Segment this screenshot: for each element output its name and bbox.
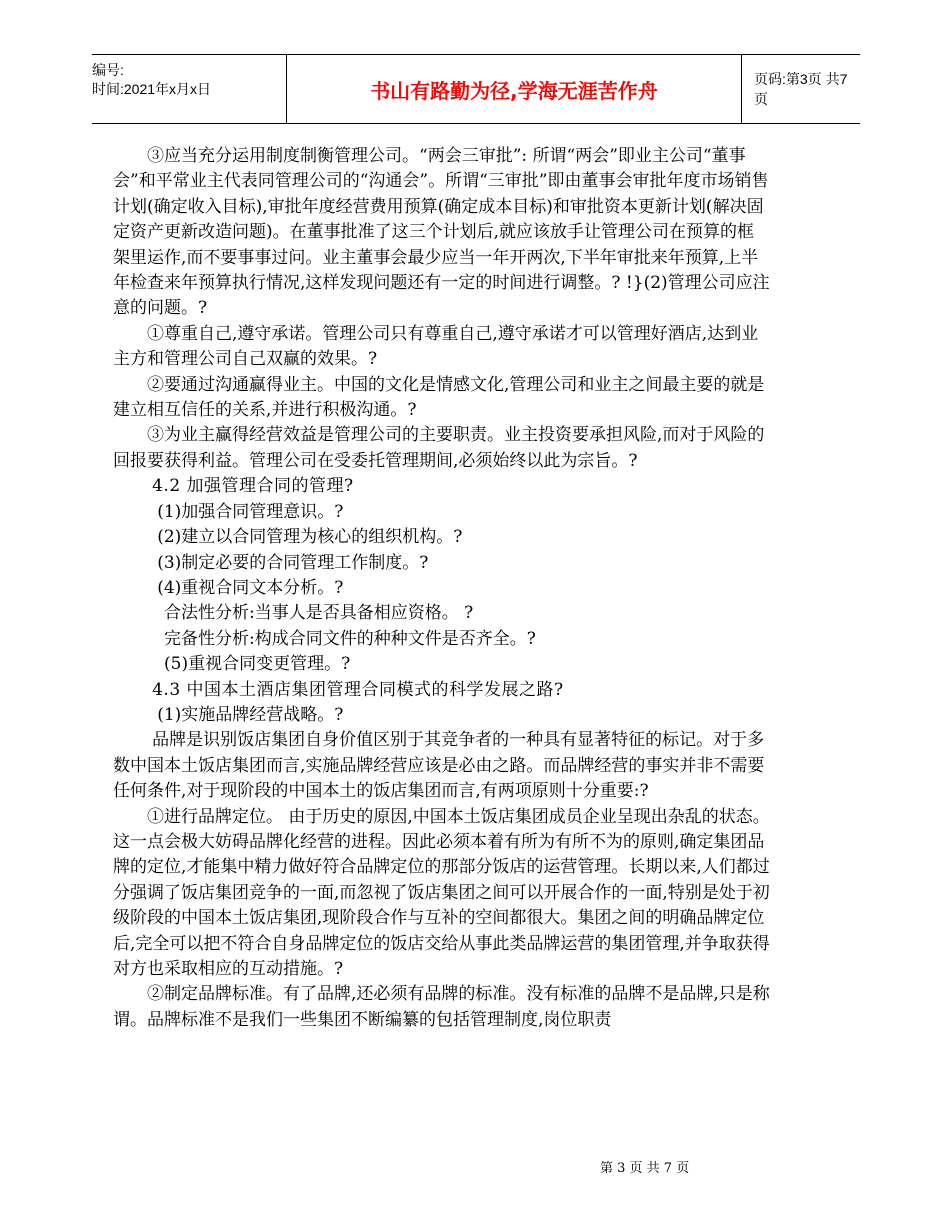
- document-number-label: 编号:: [92, 62, 124, 78]
- section-heading: 4.3 中国本土酒店集团管理合同模式的科学发展之路?: [152, 679, 564, 700]
- list-item: (1)加强合同管理意识。?: [157, 501, 344, 522]
- list-item: (2)建立以合同管理为核心的组织机构。?: [157, 527, 463, 548]
- section-heading: 4.2 加强管理合同的管理?: [152, 476, 354, 497]
- list-item: (4)重视合同文本分析。?: [157, 577, 344, 598]
- list-item: (1)实施品牌经营战略。?: [157, 704, 344, 725]
- footer-page-number: 第 3 页 共 7 页: [600, 1161, 690, 1176]
- header-page-number: 页码:第3页 共7页: [754, 71, 848, 107]
- document-time-label: 时间:2021年x月x日: [92, 81, 212, 97]
- paragraph: ②要通过沟通赢得业主。中国的文化是情感文化,管理公司和业主之间最主要的就是建立相互信任的关系,并进行积极沟通。?: [113, 374, 765, 421]
- page-header: [92, 54, 860, 124]
- paragraph: 品牌是识别饭店集团自身价值区别于其竞争者的一种具有显著特征的标记。对于多数中国本土饭店集团而言,实施品牌经营应该是必由之路。而品牌经营的事实并非不需要任何条件,对于现阶段的中国本土的饭店集团而言,有两项原则十分重要:?: [113, 730, 765, 802]
- list-item: (5)重视合同变更管理。?: [164, 654, 351, 675]
- document-body: [113, 144, 770, 1033]
- paragraph: ①进行品牌定位。 由于历史的原因,中国本土饭店集团成员企业呈现出杂乱的状态。这一点会极大妨碍品牌化经营的进程。因此必须本着有所为有所不为的原则,确定集团品牌的定位,才能集中精力做好符合品牌定位的那部分饭店的运营管理。长期以来,人们都过分强调了饭店集团竞争的一面,而忽视了饭店集团之间可以开展合作的一面,特别是处于初级阶段的中国本土饭店集团,现阶段合作与互补的空间都很大。集团之间的明确品牌定位后,完全可以把不符合自身品牌定位的饭店交给从事此类品牌运营的集团管理,并争取获得对方也采取相应的互动措施。?: [113, 806, 770, 979]
- list-item: (3)制定必要的合同管理工作制度。?: [157, 552, 429, 573]
- paragraph: ①尊重自己,遵守承诺。管理公司只有尊重自己,遵守承诺才可以管理好酒店,达到业主方和管理公司自己双赢的效果。?: [113, 323, 759, 370]
- header-meta: [92, 55, 286, 123]
- list-subitem: 合法性分析:当事人是否具备相应资格。 ?: [164, 603, 474, 624]
- paragraph: ③应当充分运用制度制衡管理公司。“两会三审批”: 所谓“两会”即业主公司“董事会”和平常业主代表同管理公司的“沟通会”。所谓“三审批”即由董事会审批年度市场销售计划(确定收入目标),审批年度经营费用预算(确定成本目标)和审批资本更新计划(解决固定资产更新改造问题)。在董事批准了这三个计划后,就应该放手让管理公司在预算的框架里运作,而不要事事过问。业主董事会最少应当一年开两次,下半年审批来年预算,上半年检查来年预算执行情况,这样发现问题还有一定的时间进行调整。? !}(2)管理公司应注意的问题。?: [113, 146, 770, 319]
- paragraph: ③为业主赢得经营效益是管理公司的主要职责。业主投资要承担风险,而对于风险的回报要获得利益。管理公司在受委托管理期间,必须始终以此为宗旨。?: [113, 425, 765, 471]
- paragraph: ②制定品牌标准。有了品牌,还必须有品牌的标准。没有标准的品牌不是品牌,只是称谓。品牌标准不是我们一些集团不断编纂的包括管理制度,岗位职责: [113, 984, 770, 1030]
- header-motto: 书山有路勤为径,学海无涯苦作舟: [286, 55, 742, 123]
- list-subitem: 完备性分析:构成合同文件的种种文件是否齐全。?: [164, 628, 536, 649]
